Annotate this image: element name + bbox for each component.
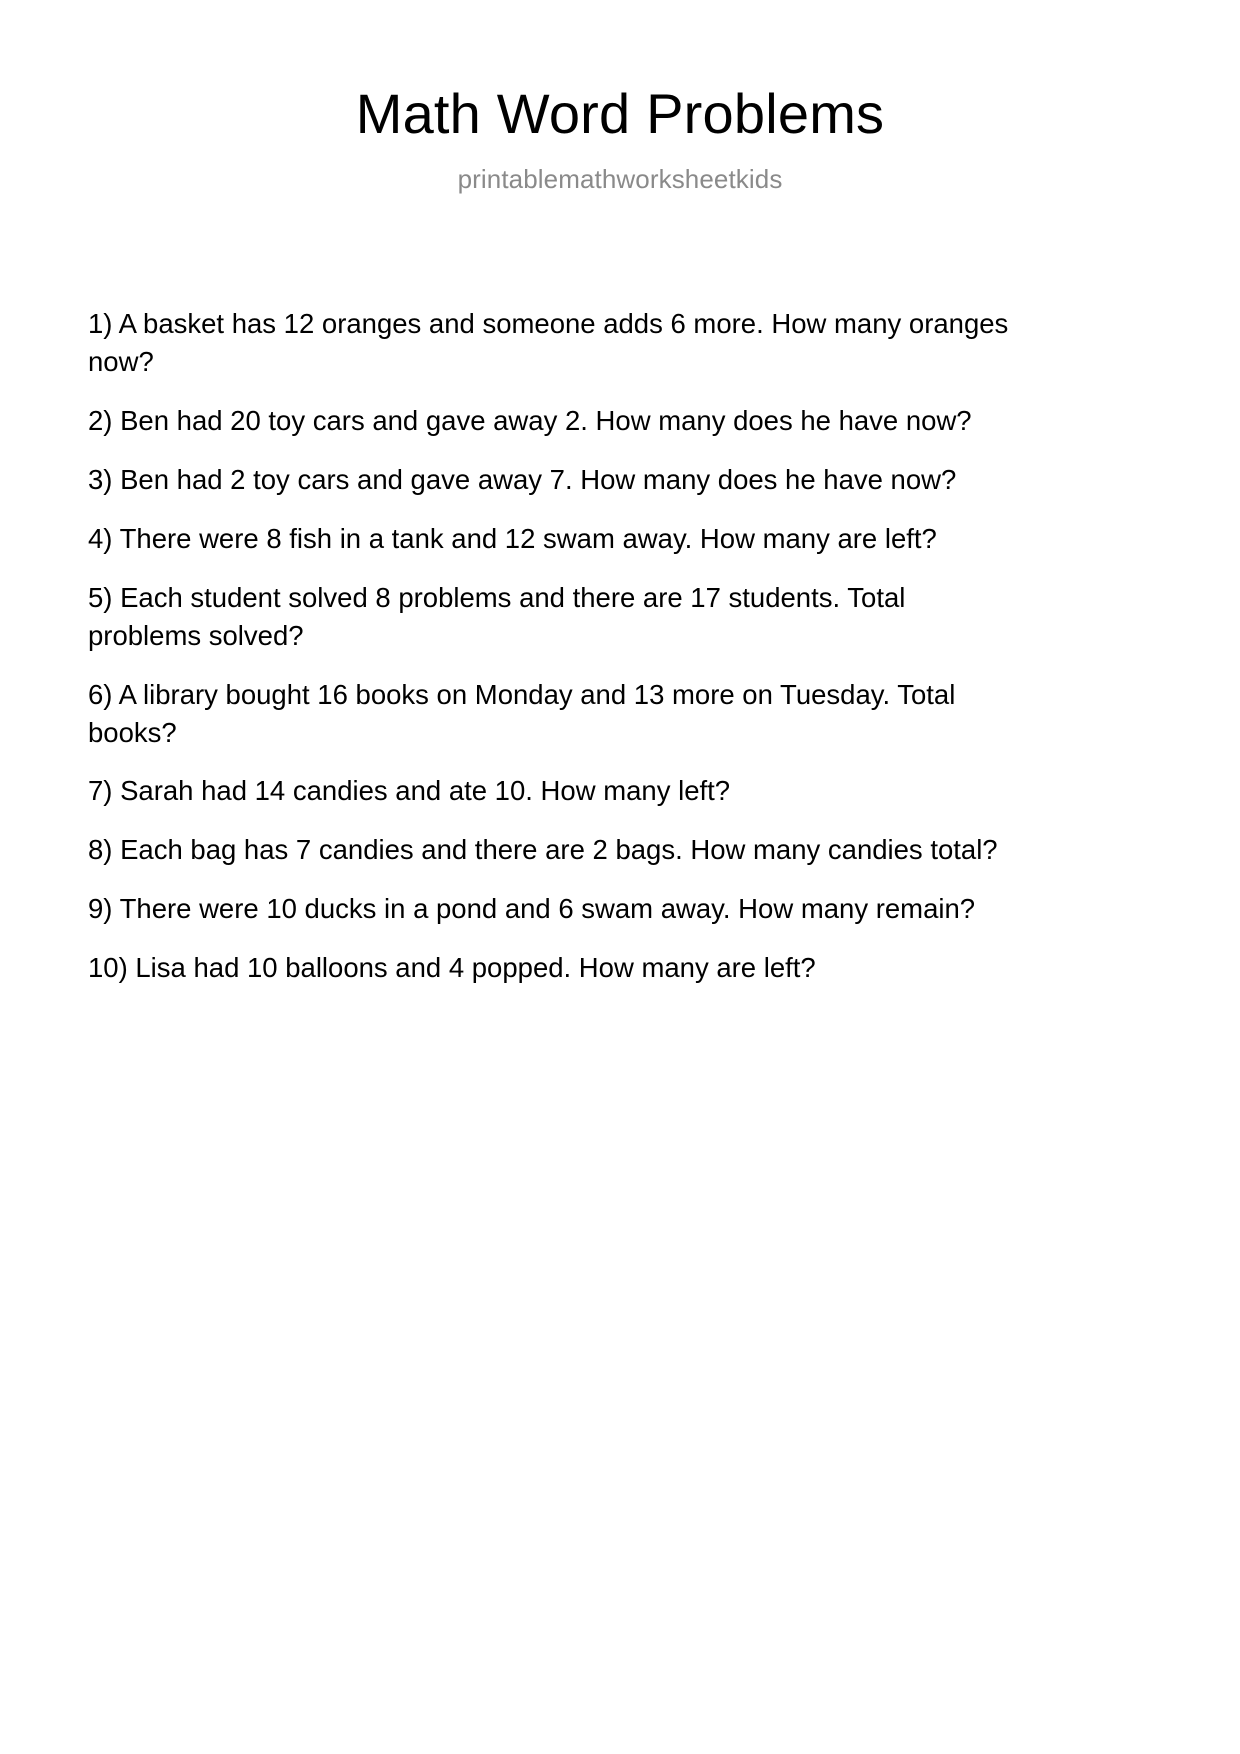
list-item: 7) Sarah had 14 candies and ate 10. How many left? [88,775,731,807]
page-subtitle: printablemathworksheetkids [457,164,783,195]
list-item: 2) Ben had 20 toy cars and gave away 2. How many does he have now? [88,404,972,436]
list-item: 6) A library bought 16 books on Monday and 13 more on Tuesday. Total books? [88,678,956,748]
problem-list [88,305,1152,1008]
page-title: Math Word Problems [355,82,885,145]
list-item: 5) Each student solved 8 problems and there are 17 students. Total problems solved? [88,581,906,651]
list-item: 9) There were 10 ducks in a pond and 6 swam away. How many remain? [88,893,976,925]
list-item: 1) A basket has 12 oranges and someone adds 6 more. How many oranges now? [88,308,1009,377]
list-item: 4) There were 8 fish in a tank and 12 swam away. How many are left? [88,522,937,554]
list-item: 10) Lisa had 10 balloons and 4 popped. How many are left? [88,952,816,984]
list-item: 3) Ben had 2 toy cars and gave away 7. How many does he have now? [88,463,957,495]
list-item: 8) Each bag has 7 candies and there are 2 bags. How many candies total? [88,834,998,866]
